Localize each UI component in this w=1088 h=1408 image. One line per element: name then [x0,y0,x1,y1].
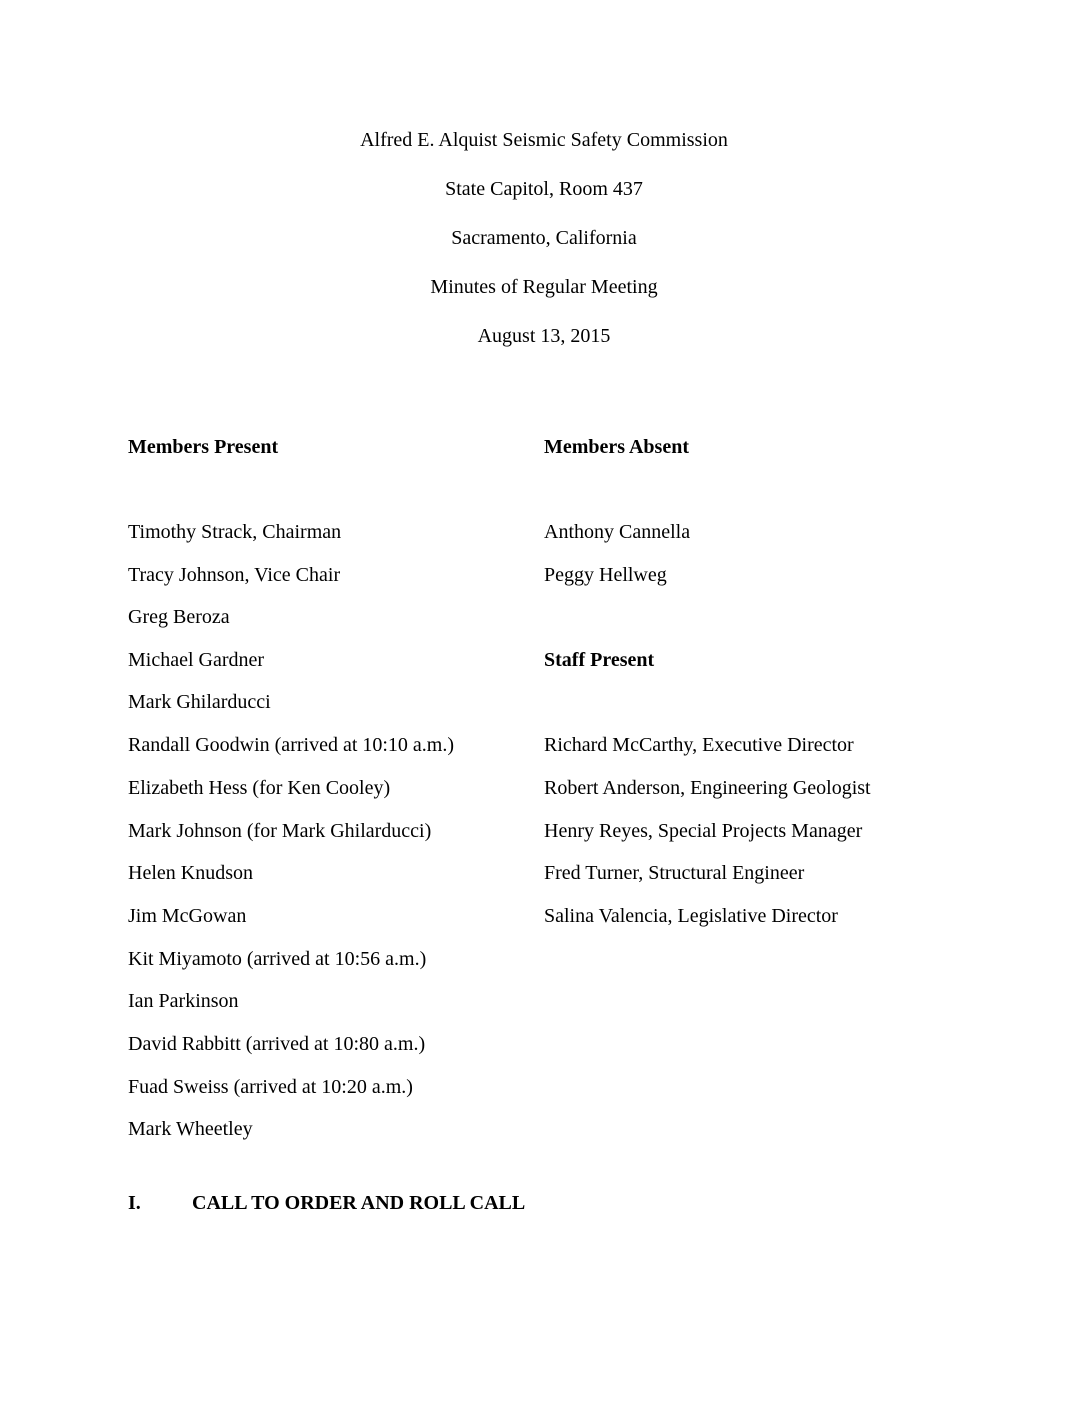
members-present-item: Fuad Sweiss (arrived at 10:20 a.m.) [128,1076,413,1098]
staff-present-item: Fred Turner, Structural Engineer [544,862,805,884]
members-present-item: Elizabeth Hess (for Ken Cooley) [128,777,391,799]
members-present-item: Mark Wheetley [128,1118,253,1140]
meeting-date: August 13, 2015 [477,325,611,347]
members-present-item: Mark Ghilarducci [128,691,271,713]
members-present-item: David Rabbitt (arrived at 10:80 a.m.) [128,1033,426,1055]
section-number: I. [128,1192,141,1214]
members-absent-item: Peggy Hellweg [544,564,667,586]
staff-present-heading: Staff Present [544,649,655,671]
staff-present-item: Salina Valencia, Legislative Director [544,905,838,927]
members-present-item: Randall Goodwin (arrived at 10:10 a.m.) [128,734,455,756]
document-title: Minutes of Regular Meeting [430,276,658,298]
members-present-item: Jim McGowan [128,905,247,927]
members-present-item: Ian Parkinson [128,990,239,1012]
staff-present-item: Richard McCarthy, Executive Director [544,734,854,756]
members-present-item: Tracy Johnson, Vice Chair [128,564,341,586]
members-present-item: Helen Knudson [128,862,253,884]
members-absent-item: Anthony Cannella [544,521,691,543]
members-present-item: Kit Miyamoto (arrived at 10:56 a.m.) [128,948,427,970]
meeting-city: Sacramento, California [451,227,637,249]
members-present-item: Mark Johnson (for Mark Ghilarducci) [128,820,432,842]
members-present-heading: Members Present [128,436,279,458]
section-title: CALL TO ORDER AND ROLL CALL [192,1192,526,1214]
members-present-item: Michael Gardner [128,649,265,671]
members-present-item: Timothy Strack, Chairman [128,521,342,543]
members-present-item: Greg Beroza [128,606,230,628]
staff-present-item: Robert Anderson, Engineering Geologist [544,777,871,799]
meeting-location: State Capitol, Room 437 [445,178,643,200]
staff-present-item: Henry Reyes, Special Projects Manager [544,820,863,842]
commission-name: Alfred E. Alquist Seismic Safety Commission [360,129,728,151]
members-absent-heading: Members Absent [544,436,689,458]
